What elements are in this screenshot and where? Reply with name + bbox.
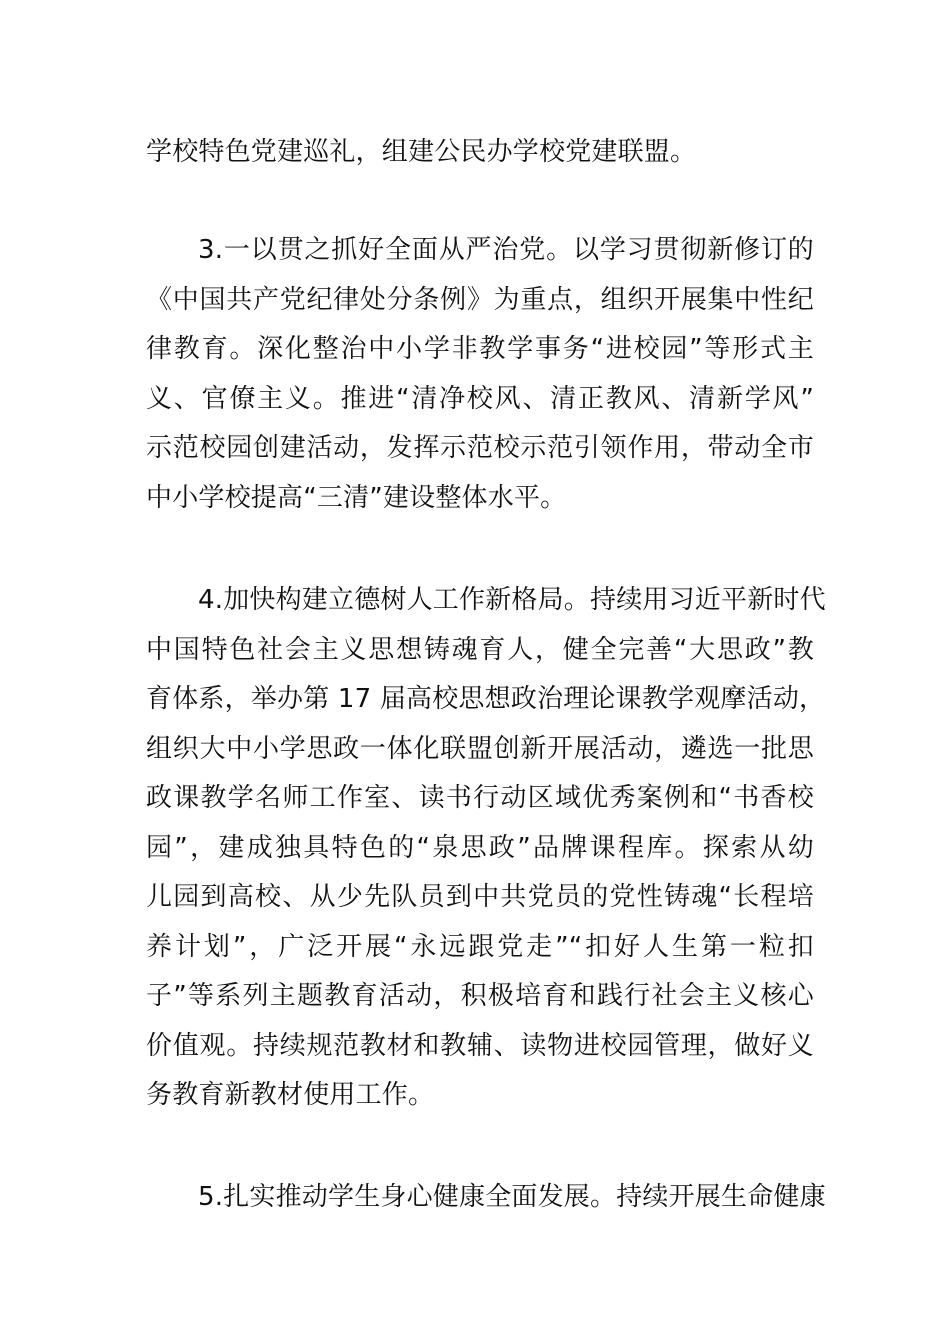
text-line: 政课教学名师工作室、读书行动区域优秀案例和“书香校: [146, 783, 814, 813]
text-line: 中国特色社会主义思想铸魂育人，健全完善“大思政”教: [146, 634, 814, 665]
text-line: 示范校园创建活动，发挥示范校示范引领作用，带动全市: [146, 433, 814, 463]
text-line: 学校特色党建巡礼，组建公民办学校党建联盟。: [146, 137, 697, 167]
text-line: 育体系，举办第 17 届高校思想政治理论课教学观摩活动，: [146, 684, 826, 714]
text-line: 价值观。持续规范教材和教辅、读物进校园管理，做好义: [146, 1030, 814, 1061]
text-line: 律教育。深化整治中小学非教学事务“进校园”等形式主: [146, 334, 814, 364]
text-line: 义、官僚主义。推进“清净校风、清正教风、清新学风”: [146, 383, 814, 414]
text-line: 中小学校提高“三清”建设整体水平。: [146, 482, 567, 513]
paragraph-item-3: [146, 226, 814, 523]
text-line: 儿园到高校、从少先队员到中共党员的党性铸魂“长程培: [146, 882, 814, 912]
text-line: 养计划”，广泛开展“永远跟党走”“扣好人生第一粒扣: [146, 931, 814, 962]
paragraph-item-5: [146, 1173, 826, 1223]
paragraph-heading-line: 4.加快构建立德树人工作新格局。持续用习近平新时代: [198, 585, 826, 615]
paragraph-heading-line: 3.一以贯之抓好全面从严治党。以学习贯彻新修订的: [198, 235, 814, 265]
text-line: 务教育新教材使用工作。: [146, 1080, 435, 1110]
paragraph-item-4: [146, 576, 826, 1121]
text-line: 《中国共产党纪律处分条例》为重点，组织开展集中性纪: [146, 284, 814, 315]
paragraph-heading-line: 5.扎实推动学生身心健康全面发展。持续开展生命健康: [198, 1182, 826, 1212]
text-line: 子”等系列主题教育活动，积极培育和践行社会主义核心: [146, 981, 814, 1011]
paragraph-continuation: [146, 128, 814, 178]
text-line: 园”，建成独具特色的“泉思政”品牌课程库。探索从幼: [146, 832, 814, 863]
text-line: 组织大中小学思政一体化联盟创新开展活动，遴选一批思: [146, 733, 814, 764]
